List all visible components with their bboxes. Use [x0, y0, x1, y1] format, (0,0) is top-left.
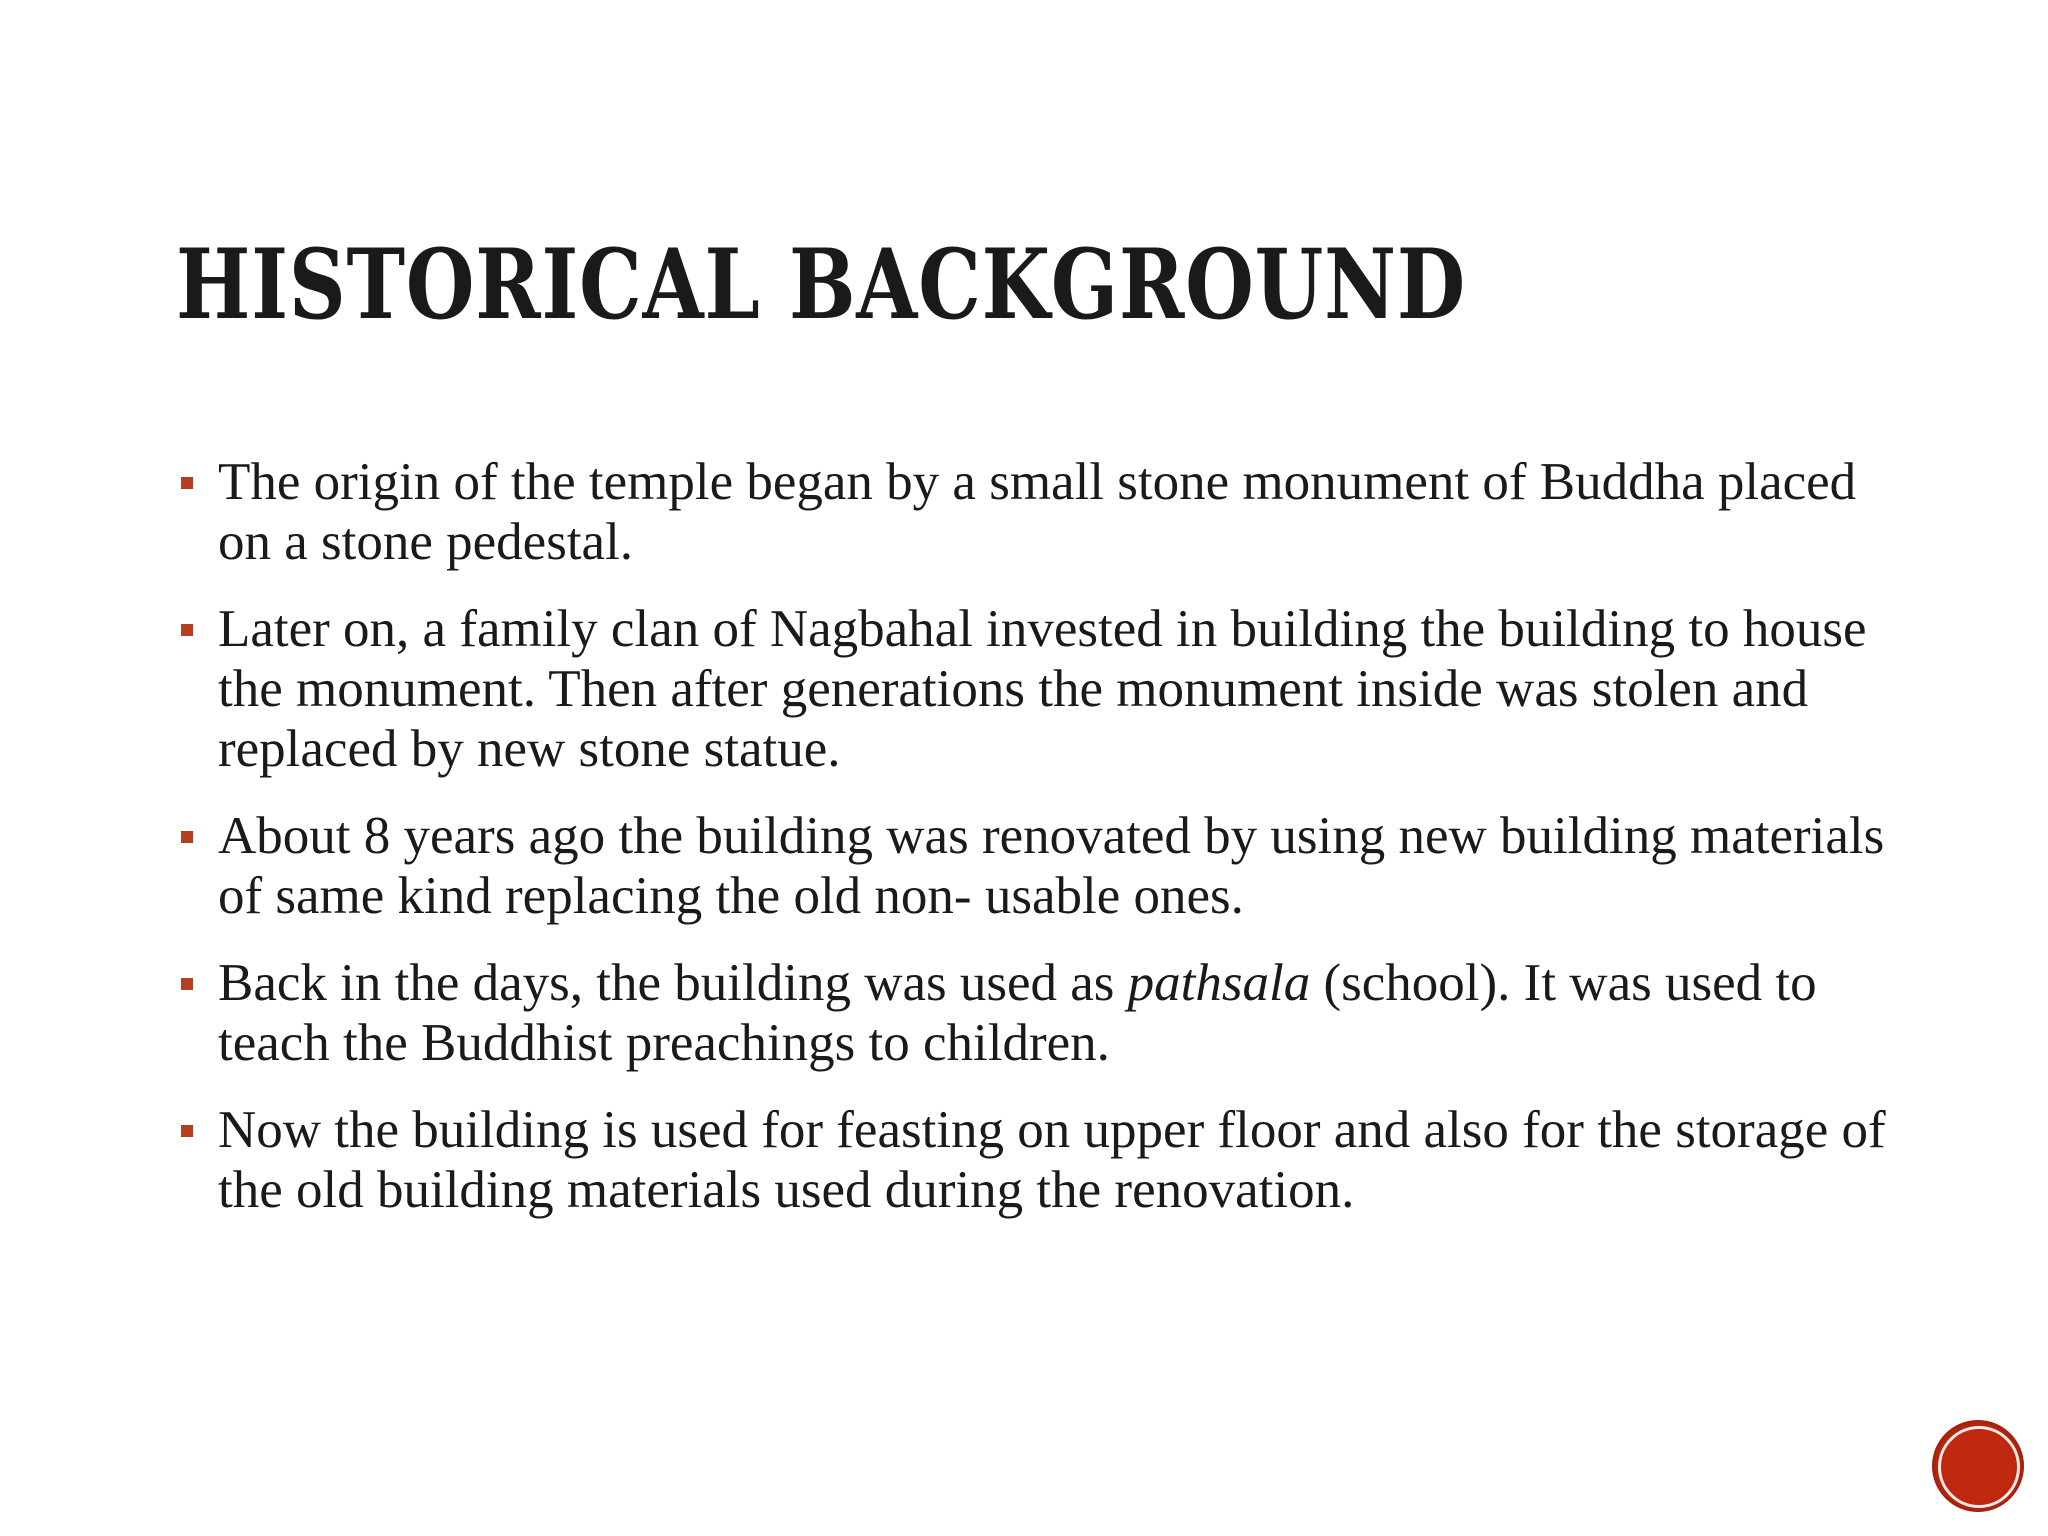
square-bullet-icon [181, 477, 193, 489]
bullet-text: The origin of the temple began by a small stone monument of Buddha placed on a stone pedestal. [218, 453, 1857, 571]
bullet-text: Now the building is used for feasting on upper floor and also for the storage of the old building materials used during the renovation. [218, 1101, 1886, 1219]
slide-number-badge-icon [1932, 1420, 2024, 1512]
bullet-text: Later on, a family clan of Nagbahal invested in building the building to house the monument. Then after generations the monument inside was stolen and replaced by new stone statue. [218, 600, 1867, 778]
bullet-text-before: Back in the days, the building was used as [218, 954, 1128, 1012]
bullet-item [176, 1100, 1896, 1220]
bullet-item [176, 452, 1896, 572]
bullet-text-after: (school). It was used to teach the Buddhist preachings to children. [218, 954, 1817, 1072]
bullet-text-emphasis: pathsala [1127, 954, 1311, 1012]
square-bullet-icon [181, 624, 193, 636]
bullet-item [176, 599, 1896, 779]
square-bullet-icon [181, 1125, 193, 1137]
square-bullet-icon [181, 978, 193, 990]
bullet-item [176, 953, 1896, 1073]
bullet-item [176, 806, 1896, 926]
bullet-text: About 8 years ago the building was renovated by using new building materials of same kind replacing the old non- usable ones. [218, 807, 1885, 925]
bullet-list [176, 452, 1896, 1247]
square-bullet-icon [181, 831, 193, 843]
slide-title: HISTORICAL BACKGROUND [176, 228, 1466, 341]
